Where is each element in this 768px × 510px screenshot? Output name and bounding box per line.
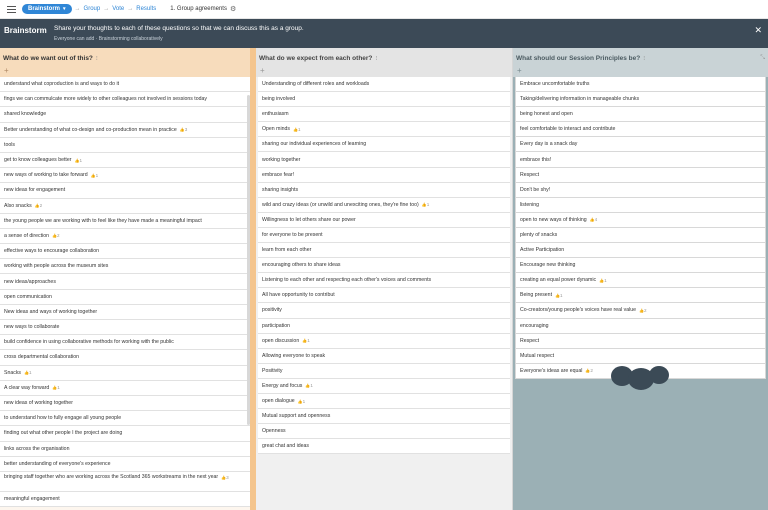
idea-card[interactable] bbox=[258, 168, 510, 183]
arrow-icon: → bbox=[74, 6, 81, 12]
idea-card[interactable] bbox=[258, 198, 510, 213]
idea-card[interactable] bbox=[258, 92, 510, 107]
idea-card[interactable] bbox=[515, 77, 766, 92]
card-text: plenty of snacks bbox=[520, 231, 558, 238]
idea-card[interactable] bbox=[258, 303, 510, 318]
card-text: Understanding of different roles and workloads bbox=[262, 81, 370, 88]
idea-card[interactable] bbox=[515, 92, 766, 107]
idea-card[interactable] bbox=[515, 243, 766, 258]
idea-card[interactable] bbox=[0, 457, 250, 472]
thumbs-up-icon[interactable]: 👍1 bbox=[24, 370, 32, 376]
thumbs-up-icon[interactable]: 👍4 bbox=[589, 217, 598, 223]
thumbs-up-icon[interactable]: 👍1 bbox=[297, 398, 306, 404]
card-text: Positivity bbox=[262, 367, 283, 374]
card-text: Taking/delivering information in manageable chunks bbox=[520, 96, 640, 103]
idea-card[interactable] bbox=[515, 228, 766, 243]
thumbs-up-icon[interactable]: 👍1 bbox=[90, 172, 99, 178]
like-count: 1 bbox=[57, 385, 60, 391]
card-text: open dialogue bbox=[262, 398, 295, 405]
card-text: Respect bbox=[520, 337, 540, 344]
thumbs-up-icon[interactable]: 👍2 bbox=[34, 203, 43, 209]
card-text: feel comfortable to interact and contribute bbox=[520, 126, 616, 133]
card-text: All have opportunity to contribut bbox=[262, 292, 335, 299]
card-text: Openness bbox=[262, 428, 286, 435]
like-count: 2 bbox=[56, 233, 60, 239]
idea-card[interactable] bbox=[515, 288, 766, 303]
card-text: Co-creators/young people's voices have real value bbox=[520, 307, 637, 314]
idea-card[interactable] bbox=[0, 229, 250, 244]
card-text: embrace fear! bbox=[262, 171, 295, 178]
card-text: Snacks bbox=[4, 369, 22, 376]
idea-card[interactable] bbox=[0, 305, 250, 320]
idea-card[interactable] bbox=[0, 214, 250, 229]
card-text: encouraging others to share ideas bbox=[262, 262, 341, 269]
like-count: 4 bbox=[594, 217, 598, 223]
idea-card[interactable] bbox=[0, 411, 250, 426]
card-text: working with people across the museum sites bbox=[4, 263, 109, 270]
idea-card[interactable] bbox=[0, 396, 250, 411]
card-text: Encourage new thinking bbox=[520, 262, 576, 269]
thumbs-up-icon[interactable]: 👍1 bbox=[52, 385, 60, 391]
card-text: listening bbox=[520, 201, 540, 208]
card-list bbox=[256, 77, 512, 454]
gear-icon[interactable]: ⚙ bbox=[229, 6, 237, 13]
idea-card[interactable] bbox=[0, 366, 250, 381]
idea-card[interactable] bbox=[258, 122, 510, 137]
card-text: working together bbox=[262, 156, 301, 163]
card-text: for everyone to be present bbox=[262, 231, 323, 238]
card-text: Being present bbox=[520, 292, 553, 299]
card-list bbox=[0, 77, 250, 507]
card-text: sharing our individual experiences of learning bbox=[262, 141, 367, 148]
like-count: 1 bbox=[426, 202, 430, 208]
arrow-icon: → bbox=[127, 6, 134, 12]
card-text: Every day is a snack day bbox=[520, 141, 578, 148]
idea-card[interactable] bbox=[515, 137, 766, 152]
card-text: A clear way forward bbox=[4, 384, 50, 391]
column-title: What should our Session Principles be? bbox=[516, 54, 641, 62]
card-text: being involved bbox=[262, 96, 296, 103]
idea-card[interactable] bbox=[515, 319, 766, 334]
drag-handle-icon[interactable]: ⁝ bbox=[643, 55, 646, 62]
idea-card[interactable] bbox=[258, 394, 510, 409]
like-count: 2 bbox=[644, 307, 647, 313]
thumbs-up-icon[interactable]: 👍2 bbox=[639, 307, 647, 313]
card-text: build confidence in using collaborative methods for working with the public bbox=[4, 339, 174, 346]
card-text: embrace this! bbox=[520, 156, 552, 163]
idea-card[interactable] bbox=[515, 213, 766, 228]
like-count: 3 bbox=[184, 127, 188, 133]
step-group-link[interactable]: Group bbox=[83, 6, 101, 12]
instruction-text: Share your thoughts to each of these questions so that we can discuss this as a group. bbox=[54, 25, 304, 32]
card-text: new ways to collaborate bbox=[4, 324, 60, 331]
scrollbar[interactable] bbox=[247, 95, 250, 425]
idea-card[interactable] bbox=[258, 152, 510, 167]
like-count: 1 bbox=[95, 172, 99, 178]
column-title: What do we want out of this? bbox=[3, 54, 93, 62]
card-text: Better understanding of what co-design and co-production mean in practice bbox=[4, 126, 177, 133]
card-text: positivity bbox=[262, 307, 282, 314]
card-text: Everyone's ideas are equal bbox=[520, 367, 583, 374]
idea-card[interactable] bbox=[258, 334, 510, 349]
card-text: creating an equal power dynamic bbox=[520, 277, 597, 284]
idea-card[interactable] bbox=[515, 122, 766, 137]
like-count: 2 bbox=[590, 368, 593, 374]
thumbs-up-icon[interactable]: 👍1 bbox=[305, 383, 313, 389]
idea-card[interactable] bbox=[515, 258, 766, 273]
brainstorm-header bbox=[0, 19, 768, 48]
close-icon[interactable]: ✕ bbox=[754, 25, 762, 35]
card-text: better understanding of everyone's experience bbox=[4, 460, 111, 467]
card-text: being honest and open bbox=[520, 111, 573, 118]
like-count: 1 bbox=[29, 370, 32, 376]
idea-card[interactable] bbox=[258, 379, 510, 394]
card-text: the young people we are working with to feel like they have made a meaningful impact bbox=[4, 217, 202, 224]
card-text: meaningful engagement bbox=[4, 495, 60, 502]
card-text: Respect bbox=[520, 171, 540, 178]
card-text: get to know colleagues better bbox=[4, 157, 72, 164]
card-text: Mutual support and openness bbox=[262, 413, 331, 420]
card-text: Listening to each other and respecting each other's voices and comments bbox=[262, 277, 432, 284]
idea-card[interactable] bbox=[515, 183, 766, 198]
idea-card[interactable] bbox=[0, 335, 250, 350]
idea-card[interactable] bbox=[0, 472, 250, 492]
top-nav bbox=[0, 0, 768, 19]
idea-card[interactable] bbox=[0, 183, 250, 198]
card-text: open discussion bbox=[262, 337, 300, 344]
idea-card[interactable] bbox=[258, 439, 510, 454]
card-text: bringing staff together who are working across the Scotland 365 workstreams in the next year bbox=[4, 473, 219, 480]
idea-card[interactable] bbox=[258, 137, 510, 152]
step-brainstorm-button[interactable] bbox=[22, 4, 72, 14]
thumbs-up-icon[interactable]: 👍3 bbox=[179, 127, 188, 133]
like-count: 1 bbox=[302, 398, 306, 404]
card-text: to understand how to fully engage all young people bbox=[4, 415, 122, 422]
card-text: finding out what other people I the project are doing bbox=[4, 430, 123, 437]
card-text: tools bbox=[4, 141, 15, 148]
thumbs-up-icon[interactable]: 👍3 bbox=[221, 474, 229, 480]
idea-card[interactable] bbox=[515, 303, 766, 318]
idea-card[interactable] bbox=[515, 273, 766, 288]
add-card-button[interactable]: + bbox=[256, 64, 512, 77]
page-title: Brainstorm bbox=[4, 26, 47, 35]
thumbs-up-icon[interactable]: 👍1 bbox=[599, 277, 607, 283]
card-text: New ideas and ways of working together bbox=[4, 308, 98, 315]
card-text: a sense of direction bbox=[4, 232, 49, 239]
idea-card[interactable] bbox=[0, 244, 250, 259]
card-text: participation bbox=[262, 322, 290, 329]
menu-icon[interactable] bbox=[2, 0, 20, 19]
card-text: encouraging bbox=[520, 322, 549, 329]
thumbs-up-icon[interactable]: 👍1 bbox=[74, 157, 83, 163]
card-text: sharing insights bbox=[262, 186, 299, 193]
expand-icon[interactable]: ⤡ bbox=[760, 54, 765, 61]
idea-card[interactable] bbox=[0, 259, 250, 274]
step-vote-link[interactable]: Vote bbox=[112, 6, 125, 12]
idea-card[interactable] bbox=[515, 152, 766, 167]
card-list bbox=[513, 77, 768, 379]
thumbs-up-icon[interactable]: 👍1 bbox=[302, 338, 310, 344]
card-text: Also snacks bbox=[4, 202, 32, 209]
idea-card[interactable] bbox=[0, 492, 250, 507]
idea-card[interactable] bbox=[0, 92, 250, 107]
idea-card[interactable] bbox=[0, 123, 250, 138]
card-text: learn from each other bbox=[262, 247, 312, 254]
like-count: 1 bbox=[307, 338, 310, 344]
idea-card[interactable] bbox=[258, 183, 510, 198]
like-count: 1 bbox=[604, 277, 607, 283]
idea-card[interactable] bbox=[0, 320, 250, 335]
step-brainstorm-label: Brainstorm bbox=[28, 6, 61, 12]
card-text: new ways of working to take forward bbox=[4, 172, 88, 179]
idea-card[interactable] bbox=[258, 409, 510, 424]
card-text: effective ways to encourage collaboration bbox=[4, 248, 100, 255]
column-header bbox=[513, 48, 768, 64]
like-count: 1 bbox=[560, 292, 563, 298]
card-text: links across the organisation bbox=[4, 445, 70, 452]
idea-card[interactable] bbox=[0, 442, 250, 457]
card-text: Energy and focus bbox=[262, 382, 303, 389]
card-text: new ideas for engagement bbox=[4, 187, 66, 194]
add-card-button[interactable]: + bbox=[0, 64, 250, 77]
idea-card[interactable] bbox=[0, 107, 250, 122]
arrow-icon: → bbox=[103, 6, 110, 12]
add-card-button[interactable]: + bbox=[513, 64, 768, 77]
column-header bbox=[0, 48, 250, 64]
card-text: wild and crazy ideas (or unwild and unexciting ones, they're fine too) bbox=[262, 201, 419, 208]
idea-card[interactable] bbox=[258, 364, 510, 379]
idea-card[interactable] bbox=[0, 350, 250, 365]
column-principles bbox=[513, 48, 768, 510]
card-text: enthusiasm bbox=[262, 111, 289, 118]
idea-card[interactable] bbox=[258, 107, 510, 122]
idea-card[interactable] bbox=[0, 168, 250, 183]
like-count: 3 bbox=[226, 474, 229, 480]
idea-card[interactable] bbox=[258, 243, 510, 258]
idea-card[interactable] bbox=[258, 349, 510, 364]
thumbs-up-icon[interactable]: 👍1 bbox=[421, 202, 430, 208]
idea-card[interactable] bbox=[258, 228, 510, 243]
idea-card[interactable] bbox=[258, 273, 510, 288]
idea-card[interactable] bbox=[0, 153, 250, 168]
card-text: great chat and ideas bbox=[262, 443, 310, 450]
card-text: Allowing everyone to speak bbox=[262, 352, 326, 359]
card-text: open communication bbox=[4, 293, 52, 300]
card-text: fings we can commulcate more widely to other colleagues not involved in sessions today bbox=[4, 96, 207, 103]
like-count: 1 bbox=[297, 126, 301, 132]
thumbs-up-icon[interactable]: 👍2 bbox=[585, 368, 593, 374]
idea-card[interactable] bbox=[258, 213, 510, 228]
idea-card[interactable] bbox=[0, 77, 250, 92]
idea-card[interactable] bbox=[258, 77, 510, 92]
card-text: new ideas/approaches bbox=[4, 278, 56, 285]
card-text: shared knowledge bbox=[4, 111, 47, 118]
idea-card[interactable] bbox=[258, 258, 510, 273]
chevron-down-icon: ▾ bbox=[63, 6, 66, 12]
column-want bbox=[0, 48, 250, 510]
like-count: 1 bbox=[310, 383, 313, 389]
session-name: 1. Group agreements bbox=[170, 6, 227, 12]
instruction-subtitle: Everyone can add · Brainstorming collaboratively bbox=[54, 36, 163, 42]
idea-card[interactable] bbox=[0, 199, 250, 214]
step-results-link[interactable]: Results bbox=[136, 6, 157, 12]
idea-card[interactable] bbox=[0, 274, 250, 289]
thumbs-up-icon[interactable]: 👍1 bbox=[292, 126, 301, 132]
idea-card[interactable] bbox=[0, 426, 250, 441]
card-text: Active Participation bbox=[520, 247, 565, 254]
idea-card[interactable] bbox=[258, 319, 510, 334]
idea-card[interactable] bbox=[0, 138, 250, 153]
column-title: What do we expect from each other? bbox=[259, 54, 373, 62]
column-header bbox=[256, 48, 512, 64]
card-text: Mutual respect bbox=[520, 352, 555, 359]
idea-card[interactable] bbox=[258, 288, 510, 303]
card-text: understand what coproduction is and ways to do it bbox=[4, 81, 120, 88]
idea-card[interactable] bbox=[0, 381, 250, 396]
idea-card[interactable] bbox=[258, 424, 510, 439]
card-text: Open minds bbox=[262, 126, 290, 133]
drag-handle-icon[interactable]: ⁝ bbox=[375, 55, 378, 62]
drag-handle-icon[interactable]: ⁝ bbox=[95, 55, 98, 62]
decorative-shape bbox=[649, 366, 669, 384]
like-count: 1 bbox=[79, 157, 83, 163]
idea-card[interactable] bbox=[0, 290, 250, 305]
idea-card[interactable] bbox=[515, 349, 766, 364]
card-text: cross departmental collaboration bbox=[4, 354, 79, 361]
idea-card[interactable] bbox=[515, 198, 766, 213]
like-count: 2 bbox=[39, 203, 43, 209]
card-text: open to new ways of thinking bbox=[520, 216, 587, 223]
thumbs-up-icon[interactable]: 👍2 bbox=[52, 233, 60, 239]
idea-card[interactable] bbox=[515, 168, 766, 183]
column-expect bbox=[256, 48, 512, 510]
card-text: new ideas of working together bbox=[4, 400, 73, 407]
thumbs-up-icon[interactable]: 👍1 bbox=[555, 292, 563, 298]
card-text: Don't be shy! bbox=[520, 186, 551, 193]
idea-card[interactable] bbox=[515, 107, 766, 122]
card-text: Willingness to let others share our power bbox=[262, 216, 356, 223]
idea-card[interactable] bbox=[515, 334, 766, 349]
card-text: Embrace uncomfortable truths bbox=[520, 81, 590, 88]
